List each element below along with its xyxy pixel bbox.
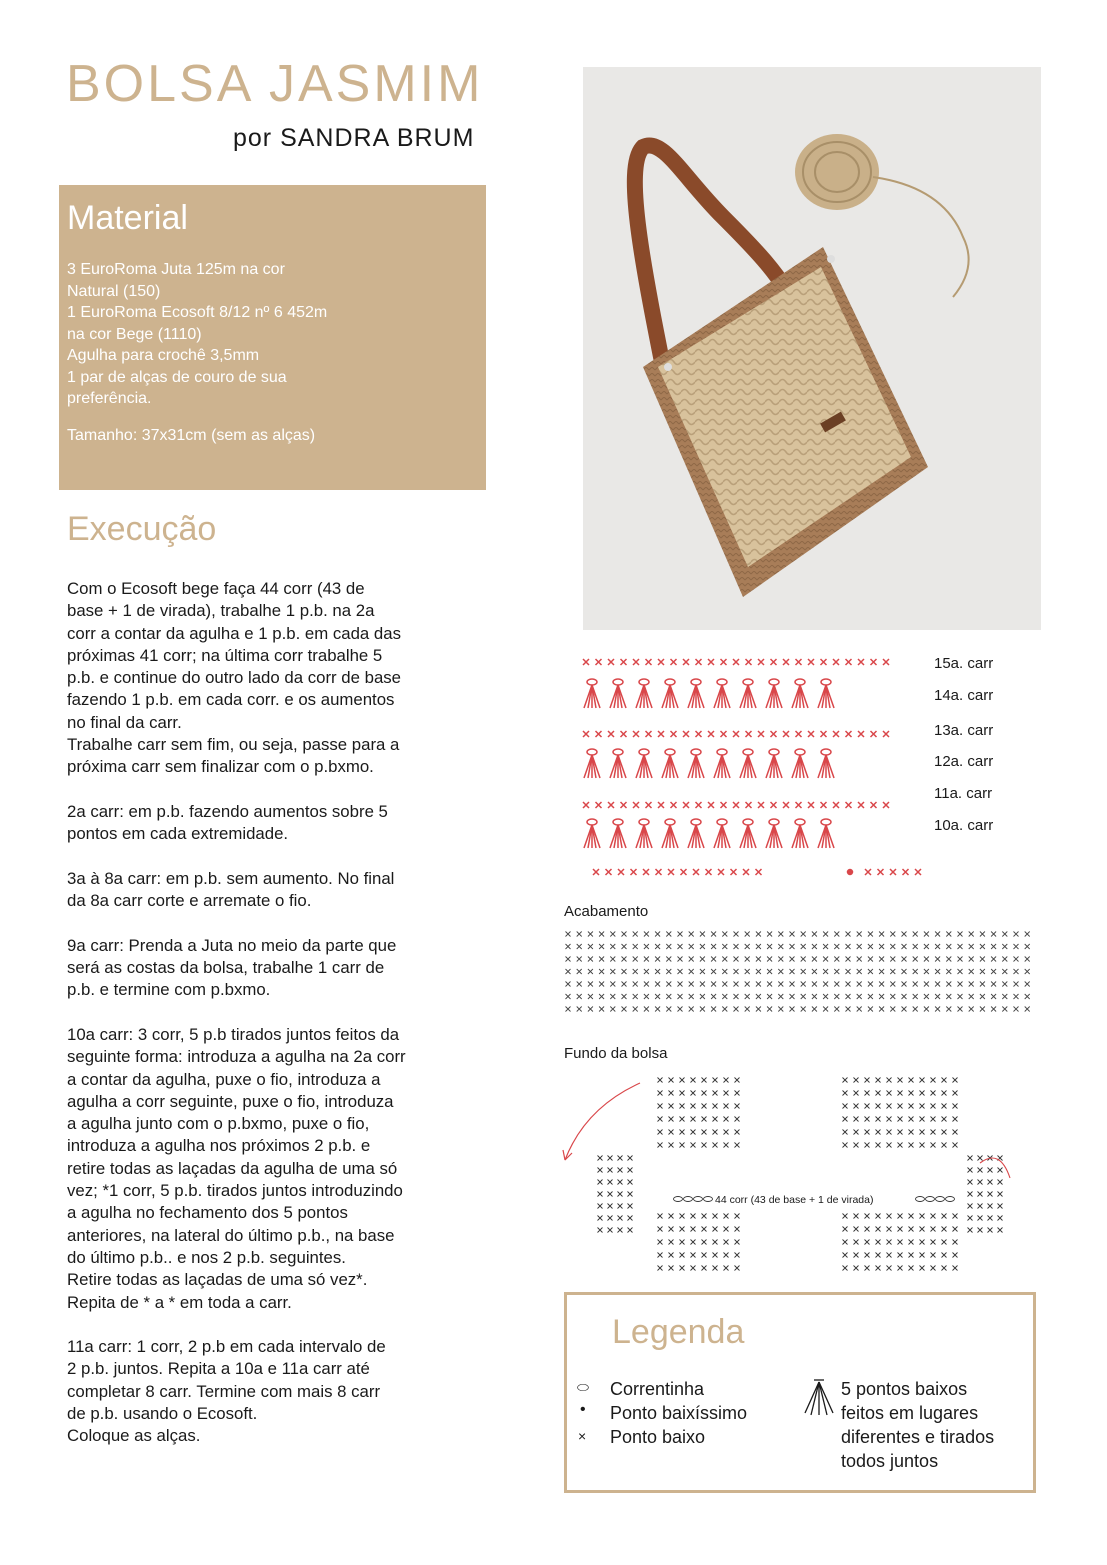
row-label-11: 11a. carr — [934, 785, 993, 802]
material-item: 1 par de alças de couro de sua — [67, 368, 287, 386]
execution-line: anteriores, na lateral do último p.b., na base — [67, 1225, 395, 1245]
cluster-stitch-icon — [802, 1377, 836, 1417]
execution-line: fazendo 1 p.b. em cada corr. e os aumentos — [67, 690, 395, 710]
execution-line: pontos em cada extremidade. — [67, 824, 289, 844]
material-panel — [59, 185, 486, 490]
execution-line: 9a carr: Prenda a Juta no meio da parte que — [67, 935, 397, 955]
execution-line: 2a carr: em p.b. fazendo aumentos sobre 5 — [67, 801, 388, 821]
execution-line: Repita de * a * em toda a carr. — [67, 1292, 292, 1312]
execution-line: introduza a agulha nos próximos 2 p.b. e — [67, 1136, 371, 1156]
chart-row-12 — [584, 749, 834, 778]
bag-illustration — [583, 67, 1041, 630]
legend-slip: Ponto baixíssimo — [610, 1403, 748, 1423]
legend-cluster-line: 5 pontos baixos — [841, 1379, 968, 1399]
execution-paragraph — [67, 578, 497, 779]
material-item: Agulha para crochê 3,5mm — [67, 347, 260, 364]
execution-line: 3a à 8a carr: em p.b. sem aumento. No final — [67, 868, 395, 888]
execution-line: Retire todas as laçadas de uma só vez*. — [67, 1270, 368, 1290]
bag-photo — [583, 67, 1041, 630]
row-label-14: 14a. carr — [934, 687, 994, 704]
chain-symbol-icon: ⬭ — [577, 1379, 589, 1395]
execution-line: p.b. e continue do outro lado da corr de base — [67, 668, 401, 688]
legend-panel — [564, 1292, 1036, 1493]
execution-line: base + 1 de virada), trabalhe 1 p.b. na 2a — [67, 601, 375, 621]
author-byline: por SANDRA BRUM — [233, 124, 475, 152]
execution-line: próxima carr sem finalizar com o p.bxmo. — [67, 757, 374, 777]
chart-row-11 — [583, 802, 889, 808]
stitch-chart — [578, 650, 928, 885]
execution-line: completar 8 carr. Termine com mais 8 carr — [67, 1381, 381, 1401]
execution-line: retire todas as laçadas da agulha de uma só — [67, 1158, 398, 1178]
execution-line: próximas 41 corr; na última corr trabalhe 5 — [67, 645, 383, 665]
chart-row-14 — [584, 679, 834, 708]
fundo-base-text: 44 corr (43 de base + 1 de virada) — [715, 1194, 874, 1206]
execution-line: a agulha junto com o p.bxmo, puxe o fio, — [67, 1114, 370, 1134]
row-label-15: 15a. carr — [934, 655, 994, 672]
legend-chain: Correntinha — [610, 1379, 705, 1399]
material-size: Tamanho: 37x31cm (sem as alças) — [67, 427, 316, 444]
execution-line: da 8a carr corte e arremate o fio. — [67, 891, 312, 911]
legend-cluster-line: todos juntos — [841, 1451, 939, 1471]
execution-paragraph — [67, 868, 497, 913]
fundo-label: Fundo da bolsa — [564, 1045, 668, 1062]
material-item: 1 EuroRoma Ecosoft 8/12 nº 6 452m — [67, 304, 328, 321]
execution-line: 10a carr: 3 corr, 5 p.b tirados juntos feitos da — [67, 1024, 400, 1044]
material-heading: Material — [67, 199, 188, 237]
execution-paragraph — [67, 1024, 497, 1314]
chart-row-10 — [584, 819, 834, 848]
material-item: Natural (150) — [67, 282, 161, 300]
execution-paragraph — [67, 935, 497, 1002]
execution-line: vez; *1 corr, 5 p.b. tirados juntos introduzindo — [67, 1181, 403, 1201]
page-title: BOLSA JASMIM — [66, 55, 484, 113]
row-label-10: 10a. carr — [934, 817, 994, 834]
acabamento-chart — [564, 928, 1044, 1020]
execution-line: a contar da agulha, puxe o fio, introduza a — [67, 1069, 381, 1089]
chart-base-row — [593, 869, 921, 875]
execution-line: do último p.b.. e nos 2 p.b. seguintes. — [67, 1247, 346, 1267]
single-crochet-icon: × — [578, 1428, 587, 1444]
execution-line: seguinte forma: introduza a agulha na 2a corr — [67, 1047, 406, 1067]
execution-line: corr a contar da agulha e 1 p.b. em cada das — [67, 623, 401, 643]
row-label-12: 12a. carr — [934, 753, 994, 770]
legend-cluster-line: feitos em lugares — [841, 1403, 979, 1423]
execution-line: agulha a corr seguinte, puxe o fio, introduza — [67, 1091, 394, 1111]
execution-line: Com o Ecosoft bege faça 44 corr (43 de — [67, 579, 365, 598]
execution-text — [67, 578, 497, 1470]
material-item: preferência. — [67, 390, 152, 407]
fundo-chart — [560, 1068, 1040, 1283]
direction-arrow — [565, 1083, 640, 1160]
material-list — [67, 259, 327, 410]
execution-line: Coloque as alças. — [67, 1426, 201, 1446]
legend-cluster — [841, 1377, 994, 1473]
execution-line: a agulha no fechamento dos 5 pontos — [67, 1203, 348, 1223]
execution-line: 2 p.b. juntos. Repita a 10a e 11a carr até — [67, 1359, 370, 1379]
execution-line: de p.b. usando o Ecosoft. — [67, 1403, 258, 1423]
acabamento-label: Acabamento — [564, 903, 649, 920]
execution-line: Trabalhe carr sem fim, ou seja, passe para a — [67, 735, 400, 755]
chart-row-13 — [583, 731, 889, 737]
execution-line: p.b. e termine com p.bxmo. — [67, 980, 271, 1000]
execution-line: 11a carr: 1 corr, 2 p.b em cada intervalo de — [67, 1337, 386, 1357]
execution-line: será as costas da bolsa, trabalhe 1 carr de — [67, 958, 385, 978]
slip-stitch-icon: • — [580, 1401, 586, 1418]
material-item: na cor Bege (1110) — [67, 325, 202, 343]
chart-row-15 — [583, 659, 889, 665]
legend-single: Ponto baixo — [610, 1427, 706, 1447]
execution-paragraph — [67, 1336, 497, 1447]
legend-cluster-line: diferentes e tirados — [841, 1427, 995, 1447]
material-item: 3 EuroRoma Juta 125m na cor — [67, 261, 285, 278]
execution-heading: Execução — [67, 510, 217, 548]
row-label-13: 13a. carr — [934, 722, 994, 739]
execution-line: no final da carr. — [67, 712, 182, 732]
execution-paragraph — [67, 801, 497, 846]
legend-title: Legenda — [612, 1313, 745, 1351]
